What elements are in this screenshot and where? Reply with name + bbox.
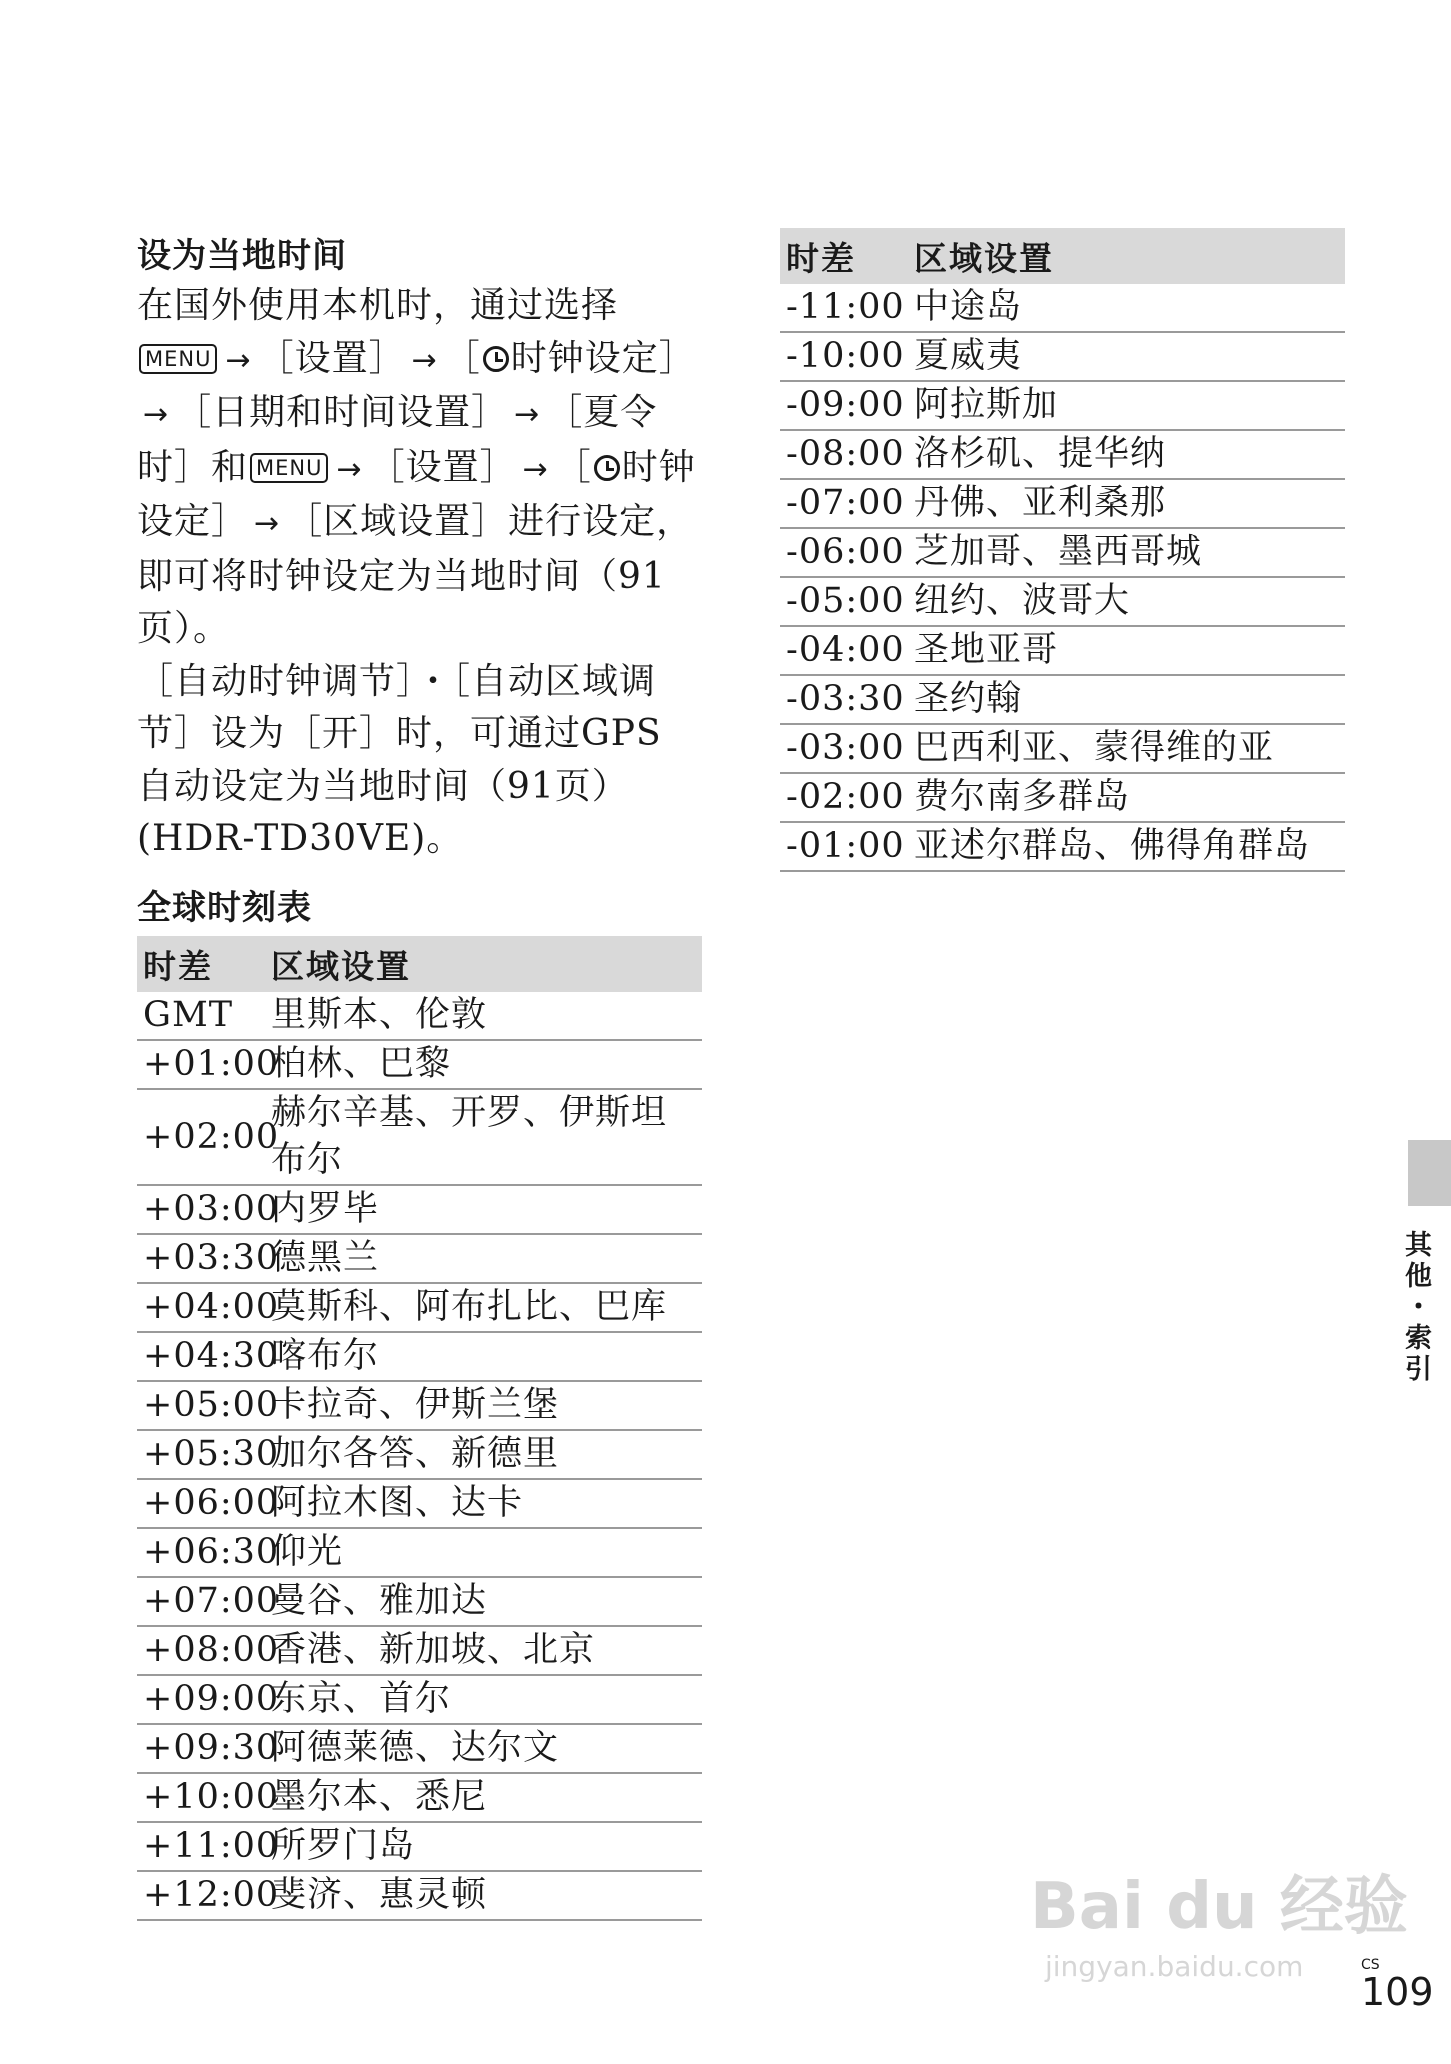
- offset-cell: -08:00: [780, 430, 908, 479]
- offset-cell: +05:00: [137, 1381, 265, 1430]
- table-row: [137, 1430, 702, 1479]
- instruction-text: ［日期和时间设置］: [175, 392, 509, 433]
- offset-cell: -01:00: [780, 822, 908, 871]
- page-number: 109: [1361, 1970, 1434, 2014]
- offset-cell: +12:00: [137, 1871, 265, 1920]
- table-row: [137, 1675, 702, 1724]
- region-cell: 墨尔本、悉尼: [265, 1773, 702, 1822]
- local-time-instructions: [137, 280, 697, 866]
- region-cell: 曼谷、雅加达: [265, 1577, 702, 1626]
- region-cell: 圣地亚哥: [908, 626, 1345, 675]
- language-code: CS: [1361, 1957, 1380, 1973]
- arrow-icon: →: [411, 342, 438, 378]
- region-cell: 里斯本、伦敦: [265, 992, 702, 1040]
- offset-cell: +03:30: [137, 1234, 265, 1283]
- section-tab-marker: [1408, 1140, 1451, 1206]
- offset-cell: +01:00: [137, 1040, 265, 1089]
- local-time-heading: 设为当地时间: [137, 236, 347, 276]
- table-row: [780, 284, 1345, 332]
- region-cell: 东京、首尔: [265, 1675, 702, 1724]
- offset-cell: -07:00: [780, 479, 908, 528]
- table-row: [780, 822, 1345, 871]
- region-cell: 丹佛、亚利桑那: [908, 479, 1345, 528]
- instruction-text: ［: [554, 446, 592, 488]
- offset-cell: +09:00: [137, 1675, 265, 1724]
- region-cell: 夏威夷: [908, 332, 1345, 381]
- arrow-icon: →: [514, 397, 541, 432]
- offset-cell: -10:00: [780, 332, 908, 381]
- arrow-icon: →: [143, 397, 170, 432]
- region-cell: 费尔南多群岛: [908, 773, 1345, 822]
- region-cell: 喀布尔: [265, 1332, 702, 1381]
- offset-cell: +06:00: [137, 1479, 265, 1528]
- region-cell: 纽约、波哥大: [908, 577, 1345, 626]
- table-row: [780, 430, 1345, 479]
- instruction-text: ［设置］: [368, 446, 517, 488]
- table-row: [137, 1381, 702, 1430]
- watermark-url: jingyan.baidu.com: [1045, 1950, 1304, 1983]
- offset-cell: +07:00: [137, 1577, 265, 1626]
- table-row: [137, 1332, 702, 1381]
- offset-header: 时差: [780, 228, 908, 284]
- instruction-text: 时钟设定］: [137, 446, 696, 542]
- offset-cell: +08:00: [137, 1626, 265, 1675]
- instruction-text: 在国外使用本机时，通过选择: [137, 285, 619, 326]
- world-time-heading: 全球时刻表: [137, 888, 312, 928]
- table-row: [780, 479, 1345, 528]
- region-cell: 德黑兰: [265, 1234, 702, 1283]
- region-cell: 洛杉矶、提华纳: [908, 430, 1345, 479]
- table-header-row: [780, 228, 1345, 284]
- region-cell: 巴西利亚、蒙得维的亚: [908, 724, 1345, 773]
- section-side-label: 其他・索引: [1400, 1230, 1431, 1385]
- arrow-icon: →: [336, 451, 363, 487]
- offset-cell: -03:30: [780, 675, 908, 724]
- table-row: [137, 1822, 702, 1871]
- region-cell: 柏林、巴黎: [265, 1040, 702, 1089]
- offset-cell: -11:00: [780, 284, 908, 332]
- offset-cell: +10:00: [137, 1773, 265, 1822]
- table-row: [137, 1724, 702, 1773]
- region-cell: 加尔各答、新德里: [265, 1430, 702, 1479]
- region-cell: 阿德莱德、达尔文: [265, 1724, 702, 1773]
- world-time-table-left: [137, 936, 702, 1921]
- table-row: [137, 1479, 702, 1528]
- region-header: 区域设置: [908, 228, 1345, 284]
- instruction-text: ［设置］: [257, 337, 406, 379]
- region-cell: 圣约翰: [908, 675, 1345, 724]
- table-row: [137, 1528, 702, 1577]
- table-row: [137, 1089, 702, 1185]
- arrow-icon: →: [254, 506, 281, 541]
- region-cell: 芝加哥、墨西哥城: [908, 528, 1345, 577]
- offset-cell: -05:00: [780, 577, 908, 626]
- table-row: [137, 1283, 702, 1332]
- table-row: [780, 724, 1345, 773]
- instruction-text: ［区域设置］进行设定，即可将时钟设定为当地时间（91页）。: [137, 501, 694, 649]
- watermark-logo: Bai du 经验: [1030, 1870, 1408, 1944]
- offset-cell: -06:00: [780, 528, 908, 577]
- table-row: [137, 1773, 702, 1822]
- menu-key-icon: MENU: [139, 344, 217, 374]
- table-row: [780, 381, 1345, 430]
- offset-cell: -04:00: [780, 626, 908, 675]
- table-row: [780, 528, 1345, 577]
- region-cell: 赫尔辛基、开罗、伊斯坦布尔: [265, 1089, 702, 1185]
- table-row: [780, 332, 1345, 381]
- clock-icon: [483, 346, 509, 372]
- offset-header: 时差: [137, 936, 265, 992]
- arrow-icon: →: [225, 342, 252, 378]
- table-row: [780, 773, 1345, 822]
- offset-cell: +06:30: [137, 1528, 265, 1577]
- region-cell: 仰光: [265, 1528, 702, 1577]
- clock-icon: [594, 455, 620, 481]
- offset-cell: +11:00: [137, 1822, 265, 1871]
- region-cell: 中途岛: [908, 284, 1345, 332]
- offset-cell: +09:30: [137, 1724, 265, 1773]
- region-cell: 所罗门岛: [265, 1822, 702, 1871]
- region-cell: 亚述尔群岛、佛得角群岛: [908, 822, 1345, 871]
- offset-cell: GMT: [137, 992, 265, 1040]
- table-row: [137, 992, 702, 1040]
- table-row: [137, 1626, 702, 1675]
- region-cell: 香港、新加坡、北京: [265, 1626, 702, 1675]
- table-row: [780, 675, 1345, 724]
- region-header: 区域设置: [265, 936, 702, 992]
- region-cell: 斐济、惠灵顿: [265, 1871, 702, 1920]
- offset-cell: +05:30: [137, 1430, 265, 1479]
- table-row: [780, 577, 1345, 626]
- region-cell: 阿拉斯加: [908, 381, 1345, 430]
- table-row: [780, 626, 1345, 675]
- table-row: [137, 1577, 702, 1626]
- region-cell: 莫斯科、阿布扎比、巴库: [265, 1283, 702, 1332]
- world-time-table-right: [780, 228, 1345, 872]
- offset-cell: -09:00: [780, 381, 908, 430]
- offset-cell: -03:00: [780, 724, 908, 773]
- instruction-text: 时钟设定］: [510, 337, 696, 379]
- offset-cell: +04:00: [137, 1283, 265, 1332]
- menu-key-icon: MENU: [250, 453, 328, 483]
- instruction-text: ［: [443, 337, 481, 379]
- table-row: [137, 1871, 702, 1920]
- table-row: [137, 1234, 702, 1283]
- arrow-icon: →: [522, 451, 549, 487]
- offset-cell: -02:00: [780, 773, 908, 822]
- offset-cell: +04:30: [137, 1332, 265, 1381]
- table-row: [137, 1185, 702, 1234]
- region-cell: 阿拉木图、达卡: [265, 1479, 702, 1528]
- offset-cell: +03:00: [137, 1185, 265, 1234]
- table-row: [137, 1040, 702, 1089]
- table-header-row: [137, 936, 702, 992]
- offset-cell: +02:00: [137, 1089, 265, 1185]
- region-cell: 卡拉奇、伊斯兰堡: [265, 1381, 702, 1430]
- region-cell: 内罗毕: [265, 1185, 702, 1234]
- gps-note: ［自动时钟调节］・［自动区域调节］设为［开］时，可通过GPS自动设定为当地时间（91页）(HDR-TD30VE)。: [137, 660, 662, 859]
- instruction-text: ［夏令时］和: [137, 392, 658, 488]
